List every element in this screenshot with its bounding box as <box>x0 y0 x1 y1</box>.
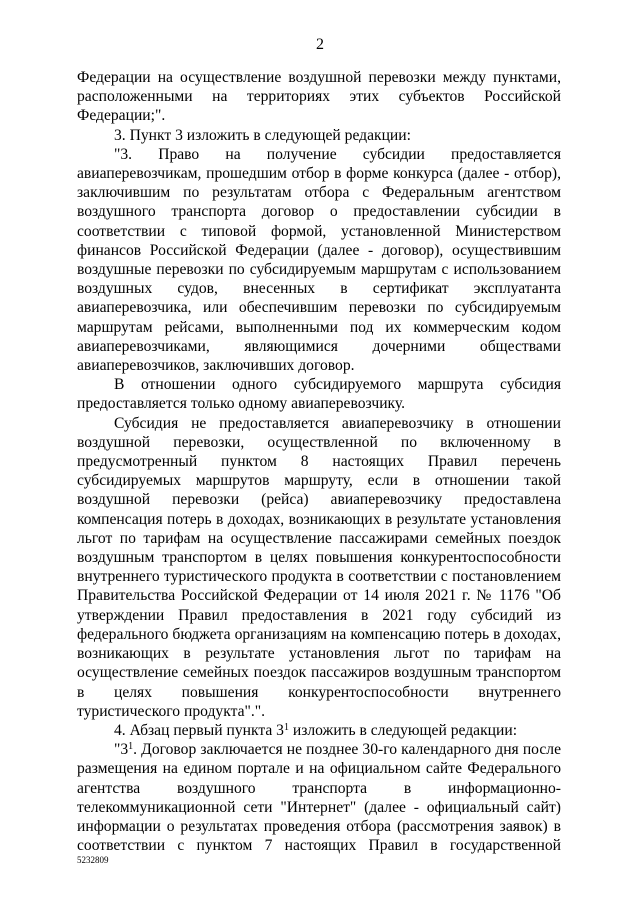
paragraph-continuation: Федерации на осуществление воздушной перевозки между пунктами, расположенными на территориях этих субъектов Российской Федерации;". <box>77 69 561 125</box>
item-4-heading-superscript: 1 <box>283 721 289 733</box>
item-4-heading-before: 4. Абзац первый пункта 3 <box>114 721 284 739</box>
document-code: 5232809 <box>77 855 109 865</box>
page-number: 2 <box>316 36 324 53</box>
paragraph-subsidy-exclusion: Субсидия не предоставляется авиаперевозчику в отношении воздушной перевозки, осуществленной по включенному в предусмотренный пунктом 8 настоящих Правил перечень субсидируемых маршрутов маршруту, если в отношении такой воздушной перевозки (рейса) авиаперевозчику предоставлена компенсация потерь в доходах, возникающих в результате установления льгот по тарифам на осуществление пассажирами семейных поездок воздушным транспортом в целях повышения конкурентоспособности внутреннего туристического продукта в соответствии с постановлением Правительства Российской Федерации от 14 июля 2021 г. № 1176 "Об утверждении Правил предоставления в 2021 году субсидий из федерального бюджета организациям на компенсацию потерь в доходах, возникающих в результате установления льгот по тарифам на осуществление семейных поездок пассажиров воздушным транспортом в целях повышения конкурентоспособности внутреннего туристического продукта".". <box>77 414 561 720</box>
paragraph-one-route: В отношении одного субсидируемого маршрута субсидия предоставляется только одному авиаперевозчику. <box>77 376 561 413</box>
paragraph-item-3-1-text <box>77 740 561 855</box>
document-body <box>77 68 561 855</box>
item-3-1-after: . Договор заключается не позднее 30-го календарного дня после размещения на едином портале и на официальном сайте Федерального агентства воздушного транспорта в информационно-телекоммуникационной сети "Интернет" (далее - официальный сайт) информации о результатах проведения отбора (рассмотрения заявок) в соответствии с пунктом 7 настоящих Правил в государственной <box>77 741 561 855</box>
paragraph-item-4-heading <box>77 721 561 740</box>
item-3-1-superscript: 1 <box>128 741 134 753</box>
item-4-heading-after: изложить в следующей редакции: <box>288 721 518 739</box>
paragraph-item-3-heading: 3. Пункт 3 изложить в следующей редакции: <box>114 126 411 144</box>
item-3-1-before: "3 <box>114 741 129 759</box>
paragraph-item-3-text: "3. Право на получение субсидии предоставляется авиаперевозчикам, прошедшим отбор в форме конкурса (далее - отбор), заключившим по результатам отбора с Федеральным агентством воздушного транспорта договор о предоставлении субсидии в соответствии с типовой формой, установленной Министерством финансов Российской Федерации (далее - договор), осуществившим воздушные перевозки по субсидируемым маршрутам с использованием воздушных судов, внесенных в сертификат эксплуатанта авиаперевозчика, или обеспечившим перевозки по субсидируемым маршрутам рейсами, выполненными под их коммерческим кодом авиаперевозчиками, являющимися дочерними обществами авиаперевозчиков, заключивших договор. <box>77 145 561 375</box>
